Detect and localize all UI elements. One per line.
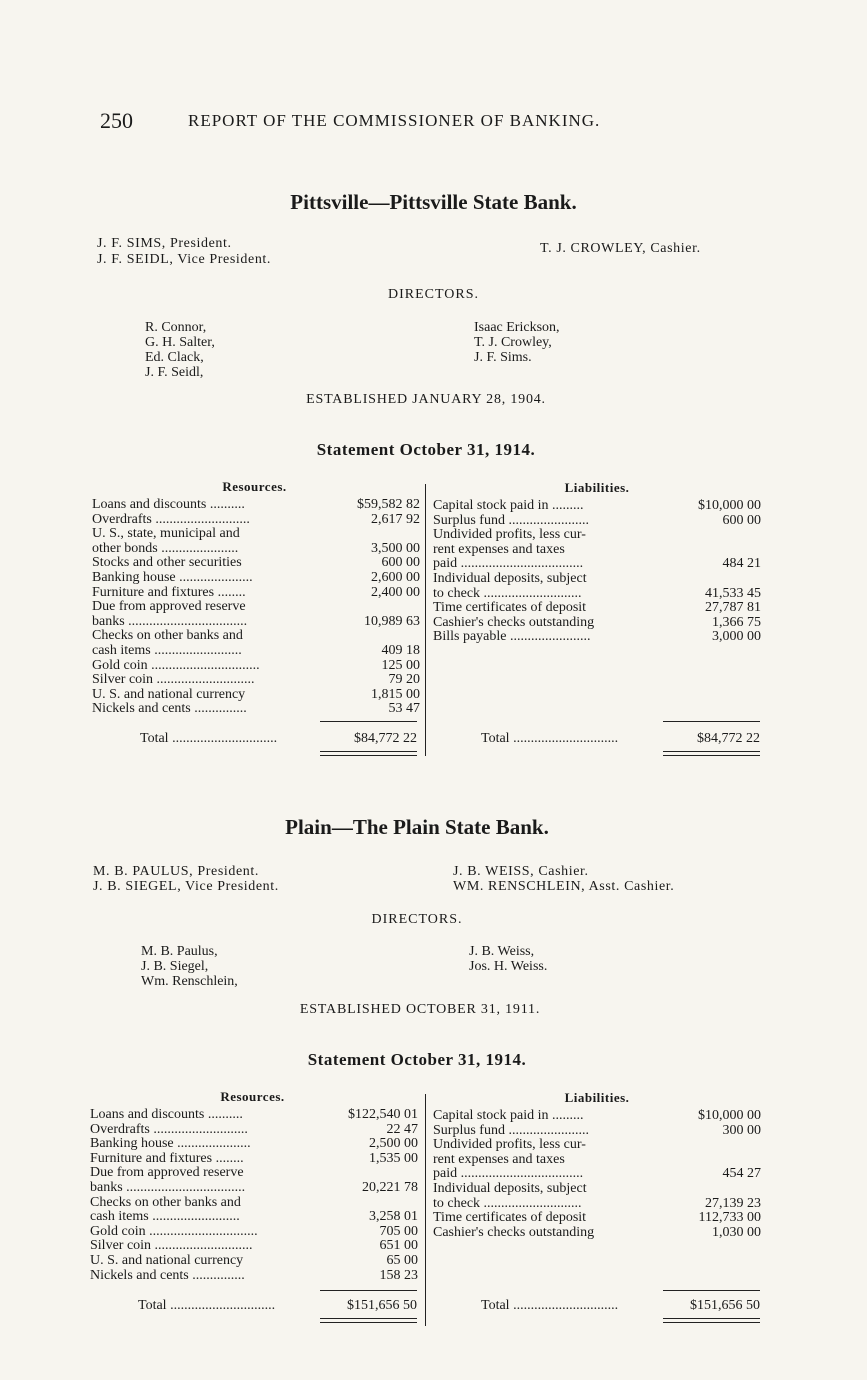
liability-label: Cashier's checks outstanding [433, 1225, 595, 1240]
resource-row [92, 702, 420, 717]
resource-label: Furniture and fixtures ........ [90, 1151, 244, 1166]
resources-list [92, 498, 420, 717]
resource-amount: 2,400 00 [371, 584, 420, 600]
resource-label: Overdrafts ........................... [92, 512, 250, 527]
resource-amount: 65 00 [386, 1252, 418, 1268]
resource-row [92, 498, 420, 513]
director-name: Isaac Erickson, [474, 320, 560, 335]
resource-row [92, 586, 420, 601]
liability-label: paid ................................... [433, 557, 584, 572]
resources-total: $151,656 50 [347, 1298, 417, 1313]
established-date: ESTABLISHED JANUARY 28, 1904. [306, 392, 546, 407]
resource-amount: 2,500 00 [369, 1136, 418, 1152]
resource-row [90, 1166, 418, 1181]
resource-row [90, 1225, 418, 1240]
resource-amount: 22 47 [386, 1121, 418, 1137]
resource-label: Gold coin ............................... [90, 1224, 258, 1239]
liability-amount: 600 00 [722, 512, 761, 528]
resource-label: banks .................................. [90, 1180, 246, 1195]
subtotal-rule [663, 1290, 760, 1291]
column-divider [425, 1094, 426, 1326]
subtotal-rule [663, 721, 760, 722]
resource-label: Banking house ..................... [90, 1137, 251, 1152]
liability-label: to check ............................ [433, 586, 582, 601]
directors-heading: DIRECTORS. [387, 287, 480, 302]
liability-row [433, 1182, 761, 1197]
directors-heading: DIRECTORS. [371, 912, 463, 927]
resource-row [90, 1210, 418, 1225]
resource-label: Due from approved reserve [90, 1166, 244, 1181]
resource-amount: 2,600 00 [371, 569, 420, 585]
liability-label: rent expenses and taxes [433, 1152, 565, 1167]
resource-label: Loans and discounts .......... [90, 1108, 243, 1122]
resource-label: Nickels and cents ............... [92, 702, 247, 717]
resource-amount: 1,535 00 [369, 1150, 418, 1166]
resource-label: Checks on other banks and [90, 1195, 241, 1210]
total-double-rule [663, 755, 760, 756]
liability-row [433, 1211, 761, 1226]
director-name: J. F. Seidl, [145, 365, 204, 380]
resource-amount: 158 23 [379, 1267, 418, 1283]
resource-label: Overdrafts ........................... [90, 1122, 248, 1137]
resource-label: Checks on other banks and [92, 629, 243, 644]
liability-amount: 112,733 00 [698, 1210, 761, 1226]
liability-row [433, 1153, 761, 1168]
liability-amount: 1,030 00 [712, 1224, 761, 1240]
resource-label: banks .................................. [92, 614, 248, 629]
liabilities-total-label: Total .............................. [481, 731, 619, 746]
resources-total-label: Total .............................. [138, 1298, 276, 1313]
liability-amount: 41,533 45 [705, 585, 761, 601]
liability-row [433, 1109, 761, 1124]
liability-amount: 454 27 [722, 1166, 761, 1182]
director-name: T. J. Crowley, [474, 335, 552, 350]
liability-row [433, 1197, 761, 1212]
director-name: G. H. Salter, [145, 335, 215, 350]
liability-row [433, 630, 761, 645]
resource-amount: 53 47 [388, 701, 420, 717]
resource-row [92, 542, 420, 557]
liability-row [433, 601, 761, 616]
officer-cashier: T. J. CROWLEY, Cashier. [540, 241, 701, 256]
liability-label: Time certificates of deposit [433, 601, 587, 616]
resource-row [90, 1123, 418, 1138]
liability-amount: 27,787 81 [705, 600, 761, 616]
statement-title: Statement October 31, 1914. [307, 1050, 527, 1069]
liabilities-list [433, 1109, 761, 1240]
resource-row [92, 527, 420, 542]
liability-label: Time certificates of deposit [433, 1211, 587, 1226]
liability-label: Individual deposits, subject [433, 571, 587, 586]
resource-row [92, 673, 420, 688]
resource-row [90, 1239, 418, 1254]
resource-amount: 10,989 63 [364, 613, 420, 629]
page-number: 250 [100, 108, 133, 133]
resource-amount: 3,500 00 [371, 540, 420, 556]
total-double-rule [663, 751, 760, 752]
liability-label: paid ................................... [433, 1167, 584, 1182]
liability-amount: 300 00 [722, 1122, 761, 1138]
liability-amount: 484 21 [722, 556, 761, 572]
bank-title: Plain—The Plain State Bank. [285, 815, 549, 839]
total-double-rule [320, 1318, 417, 1319]
liability-row [433, 1167, 761, 1182]
liability-row [433, 543, 761, 558]
total-double-rule [320, 755, 417, 756]
resource-label: U. S. and national currency [90, 1253, 244, 1268]
subtotal-rule [320, 721, 417, 722]
resources-total: $84,772 22 [354, 731, 417, 746]
resource-label: U. S. and national currency [92, 687, 246, 702]
liability-label: Bills payable ....................... [433, 630, 591, 645]
liabilities-total: $151,656 50 [690, 1298, 760, 1313]
resource-amount: 600 00 [381, 555, 420, 571]
resource-label: other bonds ...................... [92, 541, 239, 556]
liability-row [433, 1226, 761, 1241]
director-name: R. Connor, [145, 320, 207, 335]
liability-label: Cashier's checks outstanding [433, 615, 595, 630]
resource-row [90, 1254, 418, 1269]
resource-amount: 3,258 01 [369, 1209, 418, 1225]
total-double-rule [320, 1322, 417, 1323]
resource-row [92, 629, 420, 644]
officer-president: M. B. PAULUS, President. [93, 864, 259, 879]
resource-amount: 125 00 [381, 657, 420, 673]
liability-label: Capital stock paid in ......... [433, 499, 584, 513]
resource-label: Loans and discounts .......... [92, 498, 245, 512]
director-name: J. F. Sims. [474, 350, 532, 365]
resource-label: Gold coin ............................... [92, 658, 260, 673]
officer-vice-president: J. B. SIEGEL, Vice President. [93, 879, 279, 894]
officer-asst-cashier: WM. RENSCHLEIN, Asst. Cashier. [453, 879, 675, 894]
bank-title: Pittsville—Pittsville State Bank. [290, 190, 577, 214]
resource-row [90, 1269, 418, 1284]
liabilities-total: $84,772 22 [697, 731, 760, 746]
resource-label: Silver coin ............................ [90, 1239, 253, 1254]
liability-row [433, 528, 761, 543]
liability-label: Surplus fund ....................... [433, 1123, 589, 1138]
running-title: REPORT OF THE COMMISSIONER OF BANKING. [188, 111, 601, 130]
resource-row [90, 1196, 418, 1211]
liability-row [433, 587, 761, 602]
resource-row [92, 659, 420, 674]
resource-row [92, 513, 420, 528]
resource-label: cash items ......................... [92, 643, 242, 658]
director-name: Wm. Renschlein, [141, 974, 238, 989]
resource-row [92, 644, 420, 659]
director-name: Ed. Clack, [145, 350, 204, 365]
liability-label: Undivided profits, less cur- [433, 1138, 586, 1153]
liability-label: Individual deposits, subject [433, 1181, 587, 1196]
resources-heading: Resources. [222, 479, 287, 494]
resource-row [92, 688, 420, 703]
liability-label: to check ............................ [433, 1196, 582, 1211]
resource-amount: 2,617 92 [371, 511, 420, 527]
resources-list [90, 1108, 418, 1283]
resource-row [90, 1181, 418, 1196]
officer-cashier: J. B. WEISS, Cashier. [453, 864, 589, 879]
resources-heading: Resources. [220, 1089, 285, 1104]
resource-label: Silver coin ............................ [92, 673, 255, 688]
resource-amount: 1,815 00 [371, 686, 420, 702]
resource-label: Banking house ..................... [92, 570, 253, 585]
director-name: J. B. Siegel, [141, 959, 209, 974]
liability-row [433, 1124, 761, 1139]
liability-row [433, 557, 761, 572]
established-date: ESTABLISHED OCTOBER 31, 1911. [299, 1002, 541, 1017]
total-double-rule [663, 1318, 760, 1319]
director-name: Jos. H. Weiss. [469, 959, 548, 974]
resource-label: Stocks and other securities [92, 556, 242, 571]
resource-amount: 651 00 [379, 1238, 418, 1254]
resource-row [90, 1137, 418, 1152]
liabilities-list [433, 499, 761, 645]
director-name: M. B. Paulus, [141, 944, 218, 959]
resource-amount: 20,221 78 [362, 1179, 418, 1195]
resource-amount: 409 18 [381, 642, 420, 658]
resource-label: Furniture and fixtures ........ [92, 585, 246, 600]
liability-row [433, 499, 761, 514]
resource-amount: $59,582 82 [357, 497, 420, 512]
resource-label: U. S., state, municipal and [92, 527, 240, 542]
liability-amount: 1,366 75 [712, 614, 761, 630]
resource-row [92, 615, 420, 630]
liability-label: rent expenses and taxes [433, 542, 565, 557]
liability-amount: $10,000 00 [698, 1108, 761, 1123]
liability-amount: $10,000 00 [698, 498, 761, 513]
resource-row [90, 1152, 418, 1167]
officer-president: J. F. SIMS, President. [97, 236, 232, 251]
liability-row [433, 514, 761, 529]
resource-label: Due from approved reserve [92, 600, 246, 615]
resource-label: cash items ......................... [90, 1210, 240, 1225]
liabilities-total-label: Total .............................. [481, 1298, 619, 1313]
liability-amount: 27,139 23 [705, 1195, 761, 1211]
resource-label: Nickels and cents ............... [90, 1268, 245, 1283]
resource-row [92, 571, 420, 586]
column-divider [425, 484, 426, 756]
resource-row [90, 1108, 418, 1123]
resources-total-label: Total .............................. [140, 731, 278, 746]
resource-amount: $122,540 01 [348, 1107, 418, 1122]
liability-amount: 3,000 00 [712, 629, 761, 645]
director-name: J. B. Weiss, [469, 944, 535, 959]
liabilities-heading: Liabilities. [564, 1090, 630, 1105]
resource-amount: 79 20 [388, 672, 420, 688]
liability-label: Capital stock paid in ......... [433, 1109, 584, 1123]
total-double-rule [663, 1322, 760, 1323]
resource-amount: 705 00 [379, 1223, 418, 1239]
total-double-rule [320, 751, 417, 752]
liability-row [433, 572, 761, 587]
subtotal-rule [320, 1290, 417, 1291]
officer-vice-president: J. F. SEIDL, Vice President. [97, 252, 272, 267]
liability-label: Surplus fund ....................... [433, 513, 589, 528]
liability-label: Undivided profits, less cur- [433, 528, 586, 543]
statement-title: Statement October 31, 1914. [316, 440, 536, 459]
resource-row [92, 556, 420, 571]
liability-row [433, 1138, 761, 1153]
liabilities-heading: Liabilities. [564, 480, 630, 495]
resource-row [92, 600, 420, 615]
liability-row [433, 616, 761, 631]
